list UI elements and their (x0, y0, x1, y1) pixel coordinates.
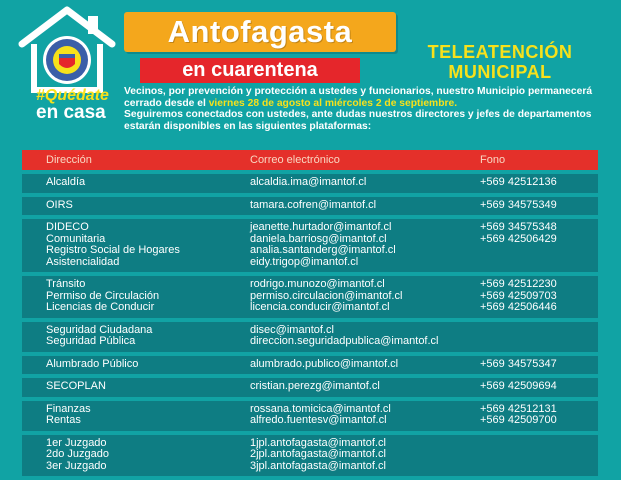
email-cell-line[interactable]: daniela.barriosg@imantof.cl (250, 232, 387, 245)
direccion-cell-line: Registro Social de Hogares (46, 244, 180, 256)
direccion-cell-line: Alumbrado Público (46, 357, 139, 370)
table-row (22, 435, 598, 477)
email-cell-line[interactable]: licencia.conducir@imantof.cl (250, 301, 390, 313)
teleatencion-title: TELEATENCIÓN MUNICIPAL (427, 42, 573, 82)
table-row (22, 322, 598, 352)
quedate-tag: #Quédate (36, 87, 109, 104)
email-cell[interactable] (250, 359, 398, 371)
email-cell[interactable] (250, 381, 380, 393)
email-cell-line[interactable]: 2jpl.antofagasta@imantof.cl (250, 448, 386, 460)
phone-cell (480, 359, 557, 371)
email-cell-line[interactable]: disec@imantof.cl (250, 323, 334, 336)
email-cell[interactable] (250, 438, 386, 473)
table-row (22, 174, 598, 193)
direccion-cell-line: SECOPLAN (46, 380, 106, 392)
email-cell-line[interactable]: 1jpl.antofagasta@imantof.cl (250, 436, 386, 449)
table-row (22, 276, 598, 318)
direccion-cell (46, 222, 180, 268)
phone-cell-line: +569 42512131 (480, 402, 557, 415)
direccion-cell-line: Rentas (46, 414, 81, 426)
direccion-cell-line: Tránsito (46, 278, 86, 290)
email-cell[interactable] (250, 200, 376, 212)
direccion-cell-line: Seguridad Ciudadana (46, 323, 153, 336)
phone-cell-line: +569 42512136 (480, 176, 557, 188)
email-cell[interactable] (250, 222, 396, 268)
contact-table (22, 150, 598, 476)
email-cell-line[interactable]: alcaldia.ima@imantof.cl (250, 176, 367, 188)
phone-cell-line: +569 42509700 (480, 414, 557, 426)
direccion-cell (46, 359, 138, 371)
table-row (22, 219, 598, 272)
email-cell-line[interactable]: jeanette.hurtador@imantof.cl (250, 221, 392, 233)
header-correo: Correo electrónico (250, 154, 340, 166)
phone-cell (480, 200, 557, 212)
quedate-en-casa (36, 88, 126, 122)
email-cell-line[interactable]: alfredo.fuentesv@imantof.cl (250, 414, 387, 426)
direccion-cell (46, 404, 91, 427)
phone-cell-line: +569 34575347 (480, 357, 557, 370)
direccion-cell-line: 1er Juzgado (46, 436, 107, 449)
direccion-cell-line: Comunitaria (46, 232, 106, 245)
phone-cell-line: +569 42512230 (480, 278, 557, 290)
header-direccion: Dirección (46, 154, 92, 166)
email-cell[interactable] (250, 404, 391, 427)
phone-cell-line: +569 42509694 (480, 380, 557, 392)
phone-cell (480, 279, 557, 314)
direccion-cell (46, 177, 85, 189)
direccion-cell (46, 438, 109, 473)
subtitle-box (140, 58, 360, 83)
intro-line-2: Seguiremos conectados con ustedes, ante dudas nuestros directores y jefes de departamentos estarán disponibles en las siguientes plataformas: (124, 109, 592, 132)
phone-cell (480, 404, 557, 427)
city-title: Antofagasta (167, 14, 353, 49)
table-row (22, 197, 598, 216)
direccion-cell-line: Alcaldía (46, 176, 86, 188)
en-casa-label: en casa (36, 102, 106, 123)
table-header (22, 150, 598, 170)
direccion-cell-line: Licencias de Conducir (46, 301, 155, 313)
direccion-cell-line: Finanzas (46, 402, 91, 415)
email-cell-line[interactable]: cristian.perezg@imantof.cl (250, 380, 380, 392)
email-cell[interactable] (250, 279, 402, 314)
email-cell[interactable] (250, 325, 439, 348)
subtitle: en cuarentena (182, 59, 318, 81)
phone-cell-line: +569 42509703 (480, 289, 557, 302)
direccion-cell-line: Permiso de Circulación (46, 289, 160, 302)
direccion-cell-line: 2do Juzgado (46, 448, 109, 460)
header-fono: Fono (480, 154, 506, 166)
email-cell-line[interactable]: rodrigo.munozo@imantof.cl (250, 278, 385, 290)
phone-cell (480, 381, 557, 393)
email-cell-line[interactable]: 3jpl.antofagasta@imantof.cl (250, 459, 386, 472)
direccion-cell (46, 279, 159, 314)
intro-paragraph (124, 86, 594, 132)
direccion-cell-line: DIDECO (46, 221, 89, 233)
phone-cell-line: +569 42506429 (480, 232, 557, 245)
phone-cell-line: +569 42506446 (480, 301, 557, 313)
city-title-box (124, 12, 396, 52)
direccion-cell (46, 381, 106, 393)
direccion-cell-line: Asistencialidad (46, 255, 120, 268)
direccion-cell-line: 3er Juzgado (46, 459, 107, 472)
house-logo (14, 4, 120, 96)
email-cell-line[interactable]: tamara.cofren@imantof.cl (250, 198, 377, 211)
email-cell-line[interactable]: analia.santanderg@imantof.cl (250, 244, 396, 256)
email-cell[interactable] (250, 177, 366, 189)
direccion-cell-line: Seguridad Pública (46, 335, 136, 347)
table-row (22, 378, 598, 397)
table-row (22, 401, 598, 431)
phone-cell (480, 222, 557, 245)
direccion-cell (46, 325, 152, 348)
email-cell-line[interactable]: permiso.circulacion@imantof.cl (250, 289, 403, 302)
intro-text: Vecinos, por prevención y protección a ustedes y funcionarios, nuestro Municipio permanecerá cerrado desde el (124, 86, 593, 109)
email-cell-line[interactable]: eidy.trigop@imantof.cl (250, 255, 359, 268)
intro-line-1 (124, 86, 594, 109)
email-cell-line[interactable]: rossana.tomicica@imantof.cl (250, 402, 391, 415)
phone-cell-line: +569 34575348 (480, 221, 557, 233)
phone-cell-line: +569 34575349 (480, 198, 557, 211)
email-cell-line[interactable]: direccion.seguridadpublica@imantof.cl (250, 335, 439, 347)
direccion-cell-line: OIRS (46, 198, 73, 211)
closing-dates: viernes 28 de agosto al miércoles 2 de septiembre. (208, 97, 458, 109)
email-cell-line[interactable]: alumbrado.publico@imantof.cl (250, 357, 399, 370)
direccion-cell (46, 200, 73, 212)
phone-cell (480, 177, 557, 189)
table-row (22, 356, 598, 375)
